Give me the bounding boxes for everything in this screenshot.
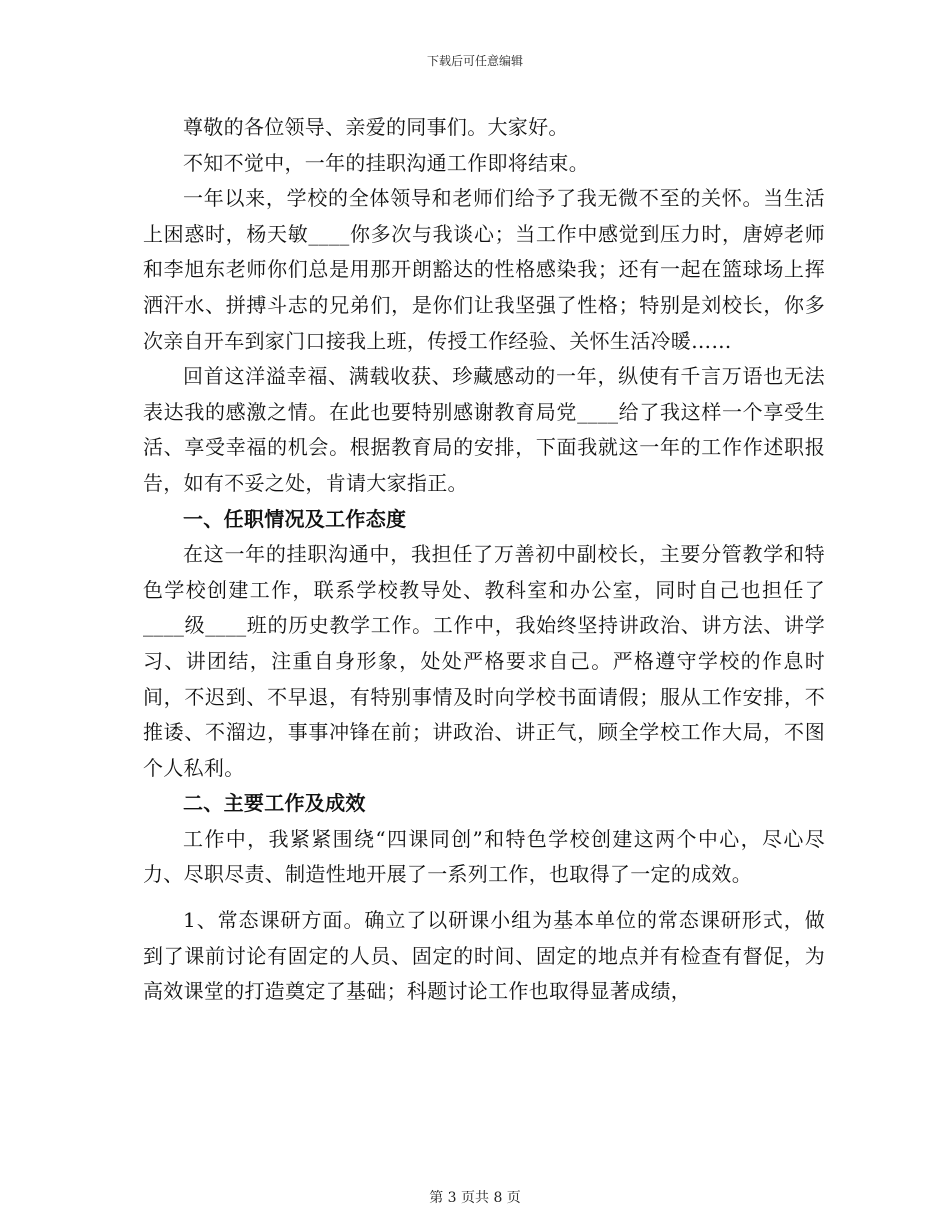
section-heading-2: 二、主要工作及成效 (183, 791, 366, 816)
duty-paragraph: 在这一年的挂职沟通中，我担任了万善初中副校长，主要分管教学和特色学校创建工作，联系学校教导处、教科室和办公室，同时自己也担任了____级____班的历史教学工作。工作中，我始终坚持讲政治、讲方法、讲学习、讲团结，注重自身形象，处处严格要求自己。严格遵守学校的作息时间，不迟到、不早退，有特别事情及时向学校书面请假；服从工作安排，不推诿、不溜边，事事冲锋在前；讲政治、讲正气，顾全学校工作大局，不图个人私利。 (143, 542, 825, 780)
section-heading-1: 一、任职情况及工作态度 (183, 506, 407, 531)
thanks-paragraph: 一年以来，学校的全体领导和老师们给予了我无微不至的关怀。当生活上困惑时，杨天敏____你多次与我谈心；当工作中感觉到压力时，唐婷老师和李旭东老师你们总是用那开朗豁达的性格感染我；还有一起在篮球场上挥洒汗水、拼搏斗志的兄弟们，是你们让我坚强了性格；特别是刘校长，你多次亲自开车到家门口接我上班，传授工作经验、关怀生活冷暖…… (143, 186, 825, 353)
page-footer: 第 3 页共 8 页 (429, 1190, 521, 1206)
greeting-paragraph: 尊敬的各位领导、亲爱的同事们。大家好。 (183, 115, 569, 139)
work-summary-paragraph: 工作中，我紧紧围绕“四课同创”和特色学校创建这两个中心，尽心尽力、尽职尽责、制造性地开展了一系列工作，也取得了一定的成效。 (143, 826, 825, 887)
reflection-paragraph: 回首这洋溢幸福、满载收获、珍藏感动的一年，纵使有千言万语也无法表达我的感激之情。在此也要特别感谢教育局党____给了我这样一个享受生活、享受幸福的机会。根据教育局的安排，下面我就这一年的工作作述职报告，如有不妥之处，肯请大家指正。 (143, 364, 825, 495)
intro-paragraph: 不知不觉中，一年的挂职沟通工作即将结束。 (183, 150, 589, 175)
page-header: 下载后可任意编辑 (426, 54, 523, 68)
research-paragraph: 1、常态课研方面。确立了以研课小组为基本单位的常态课研形式，做到了课前讨论有固定的人员、固定的时间、固定的地点并有检查有督促，为高效课堂的打造奠定了基础；科题讨论工作也取得显著成绩， (143, 908, 825, 1004)
document-body (143, 110, 825, 1010)
paragraph-gap (143, 893, 825, 903)
